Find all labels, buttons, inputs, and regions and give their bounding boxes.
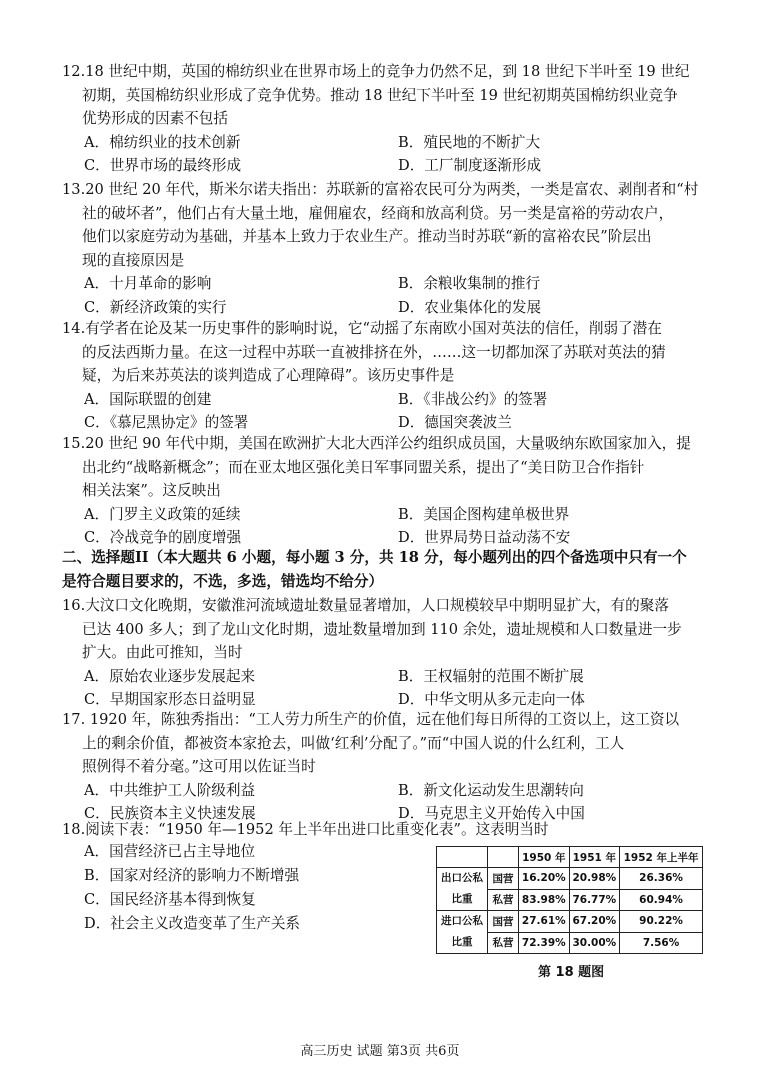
question-14-options-row — [62, 411, 702, 435]
question-17 — [62, 708, 702, 826]
option-a: A．国营经济已占主导地位 — [84, 843, 256, 860]
question-16-options-row — [62, 665, 702, 689]
question-14-stem-line: 的反法西斯力量。在这一过程中苏联一直被排挤在外，……这一切都加深了苏联对英法的猜 — [82, 343, 666, 361]
question-12-stem-line: 优势形成的因素不包括 — [82, 110, 228, 127]
question-18-stem: 18.阅读下表：“1950 年—1952 年上半年出进口比重变化表”。这表明当时 — [62, 821, 549, 838]
question-13-stem-line: 他们以家庭劳动为基础，并基本上致力于农业生产。推动当时苏联“新的富裕农民”阶层出 — [82, 228, 652, 245]
question-15-options-row — [62, 503, 702, 527]
option-c: C．新经济政策的实行 — [84, 298, 227, 316]
question-14-stem-line: 14.有学者在论及某一历史事件的影响时说，它“动摇了东南欧小国对英法的信任，削弱了潜在 — [62, 320, 662, 337]
question-17-stem-line: 照例得不着分毫。”这可用以佐证当时 — [82, 758, 316, 775]
question-12-stem-line: 初期，英国棉纺织业形成了竞争优势。推动 18 世纪下半叶至 19 世纪初期英国棉纺织业竞争 — [82, 86, 678, 104]
option-c: C．早期国家形态日益明显 — [84, 691, 256, 708]
question-16-stem-line: 16.大汶口文化晚期，安徽淮河流域遗址数量显著增加，人口规模较早中期明显扩大，有的聚落 — [62, 597, 669, 614]
section-2-heading-line: 是符合题目要求的，不选，多选，错选均不给分） — [62, 572, 384, 590]
ownership-cell: 私营 — [488, 932, 519, 954]
option-b: B．殖民地的不断扩大 — [398, 133, 541, 151]
question-18 — [62, 818, 702, 842]
question-12-options-row — [62, 131, 702, 155]
import-category-cell — [437, 911, 488, 954]
option-b: B．余粮收集制的推行 — [398, 275, 541, 292]
option-a: A．棉纺织业的技术创新 — [84, 133, 241, 151]
option-b: B．美国企图构建单极世界 — [398, 505, 570, 523]
option-c: C．《慕尼黑协定》的签署 — [84, 414, 249, 431]
section-2-heading-line: 二、选择题II（本大题共 6 小题，每小题 3 分，共 18 分，每小题列出的四个备选项中只有一个 — [62, 549, 687, 566]
question-12-stem-line: 12.18 世纪中期，英国的棉纺织业在世界市场上的竞争力仍然不足，到 18 世纪下半叶至 19 世纪 — [62, 63, 690, 80]
import-category-label: 进口公私 — [441, 915, 483, 927]
ownership-cell: 国营 — [488, 868, 519, 890]
question-13 — [62, 178, 702, 319]
question-13-stem-line: 13.20 世纪 20 年代，斯米尔诺夫指出：苏联新的富裕农民可分为两类，一类是富农、剥削者和“村 — [62, 181, 699, 198]
table-row — [437, 868, 703, 890]
import-category-label: 比重 — [451, 936, 473, 948]
table-header-row — [437, 847, 703, 868]
question-15-stem-line: 相关法案”。这反映出 — [82, 482, 221, 499]
option-d: D．中华文明从多元走向一体 — [398, 691, 585, 708]
table-cell: 16.20% — [519, 868, 570, 890]
option-c: C．国民经济基本得到恢复 — [84, 891, 256, 908]
question-14-stem-line: 疑，为后来苏英法的谈判造成了心理障碍”。该历史事件是 — [82, 367, 455, 384]
question-13-stem-line: 现的直接原因是 — [82, 251, 185, 269]
question-15-stem-line: 15.20 世纪 90 年代中期，美国在欧洲扩大北大西洋公约组织成员国，大量吸纳东欧国家加入，提 — [62, 435, 691, 452]
section-2-heading — [62, 546, 702, 593]
option-c: C．民族资本主义快速发展 — [84, 805, 256, 822]
question-12-options-row — [62, 154, 702, 178]
option-a: A．门罗主义政策的延续 — [84, 505, 241, 523]
question-13-options-row — [62, 272, 702, 296]
ownership-cell: 私营 — [488, 889, 519, 911]
option-d: D．马克思主义开始传入中国 — [398, 805, 585, 822]
option-d: D．德国突袭波兰 — [398, 414, 512, 431]
option-a: A．十月革命的影响 — [84, 275, 212, 292]
table-cell: 60.94% — [620, 889, 703, 911]
trade-ratio-table — [436, 846, 703, 954]
table-header-cell: 1950 年 — [519, 847, 570, 868]
table-cell: 30.00% — [569, 932, 620, 954]
question-17-stem-line: 17. 1920 年，陈独秀指出：“工人劳力所生产的价值，远在他们每日所得的工资以上，这工资以 — [62, 711, 680, 728]
table-cell: 90.22% — [620, 911, 703, 933]
table-corner-cell — [488, 847, 519, 868]
export-category-label: 出口公私 — [441, 872, 483, 884]
option-b: B．国家对经济的影响力不断增强 — [84, 867, 300, 884]
option-c: C．冷战竞争的剧度增强 — [84, 529, 242, 546]
question-16 — [62, 594, 702, 712]
export-category-cell — [437, 868, 488, 911]
table-cell: 83.98% — [519, 889, 570, 911]
question-16-stem-line: 扩大。由此可推知，当时 — [82, 644, 243, 661]
table-cell: 27.61% — [519, 911, 570, 933]
option-d: D．工厂制度逐渐形成 — [398, 157, 542, 174]
option-a: A．原始农业逐步发展起来 — [84, 667, 256, 685]
question-14 — [62, 317, 702, 435]
table-cell: 7.56% — [620, 932, 703, 954]
ownership-cell: 国营 — [488, 911, 519, 933]
table-header-cell: 1952 年上半年 — [620, 847, 703, 868]
question-16-stem-line: 已达 400 多人；到了龙山文化时期，遗址数量增加到 110 余处，遗址规模和人口数量进一步 — [82, 620, 682, 638]
question-13-stem-line: 社的破坏者”，他们占有大量土地，雇佣雇农，经商和放高利贷。另一类是富裕的劳动农户， — [82, 204, 674, 222]
table-cell: 20.98% — [569, 868, 620, 890]
question-13-options-row — [62, 296, 702, 320]
table-caption: 第 18 题图 — [538, 965, 605, 980]
option-c: C．世界市场的最终形成 — [84, 157, 242, 174]
question-15 — [62, 432, 702, 550]
option-b: B．新文化运动发生思潮转向 — [398, 781, 584, 799]
option-a: A．国际联盟的创建 — [84, 390, 212, 408]
table-cell: 26.36% — [620, 868, 703, 890]
export-category-label: 比重 — [451, 893, 473, 905]
page-footer: 高三历史 试题 第3页 共6页 — [300, 1044, 460, 1059]
option-b: B．王权辐射的范围不断扩展 — [398, 667, 584, 685]
table-cell: 72.39% — [519, 932, 570, 954]
option-d: D．世界局势日益动荡不安 — [398, 529, 571, 546]
option-d: D．社会主义改造变革了生产关系 — [84, 915, 301, 932]
question-17-stem-line: 上的剩余价值，都被资本家抢去，叫做‘红利’分配了。”而“中国人说的什么红利，工人 — [82, 734, 625, 752]
table-cell: 76.77% — [569, 889, 620, 911]
table-row — [437, 911, 703, 933]
option-b: B．《非战公约》的签署 — [398, 390, 548, 408]
question-15-stem-line: 出北约“战略新概念”；而在亚太地区强化美日军事同盟关系，提出了“美日防卫合作指针 — [82, 458, 645, 476]
table-cell: 67.20% — [569, 911, 620, 933]
option-d: D．农业集体化的发展 — [398, 298, 542, 316]
table-header-cell: 1951 年 — [569, 847, 620, 868]
question-18-options — [84, 840, 414, 936]
question-14-options-row — [62, 388, 702, 412]
question-17-options-row — [62, 779, 702, 803]
table-corner-cell — [437, 847, 488, 868]
option-a: A．中共维护工人阶级利益 — [84, 781, 256, 799]
question-12 — [62, 60, 702, 178]
